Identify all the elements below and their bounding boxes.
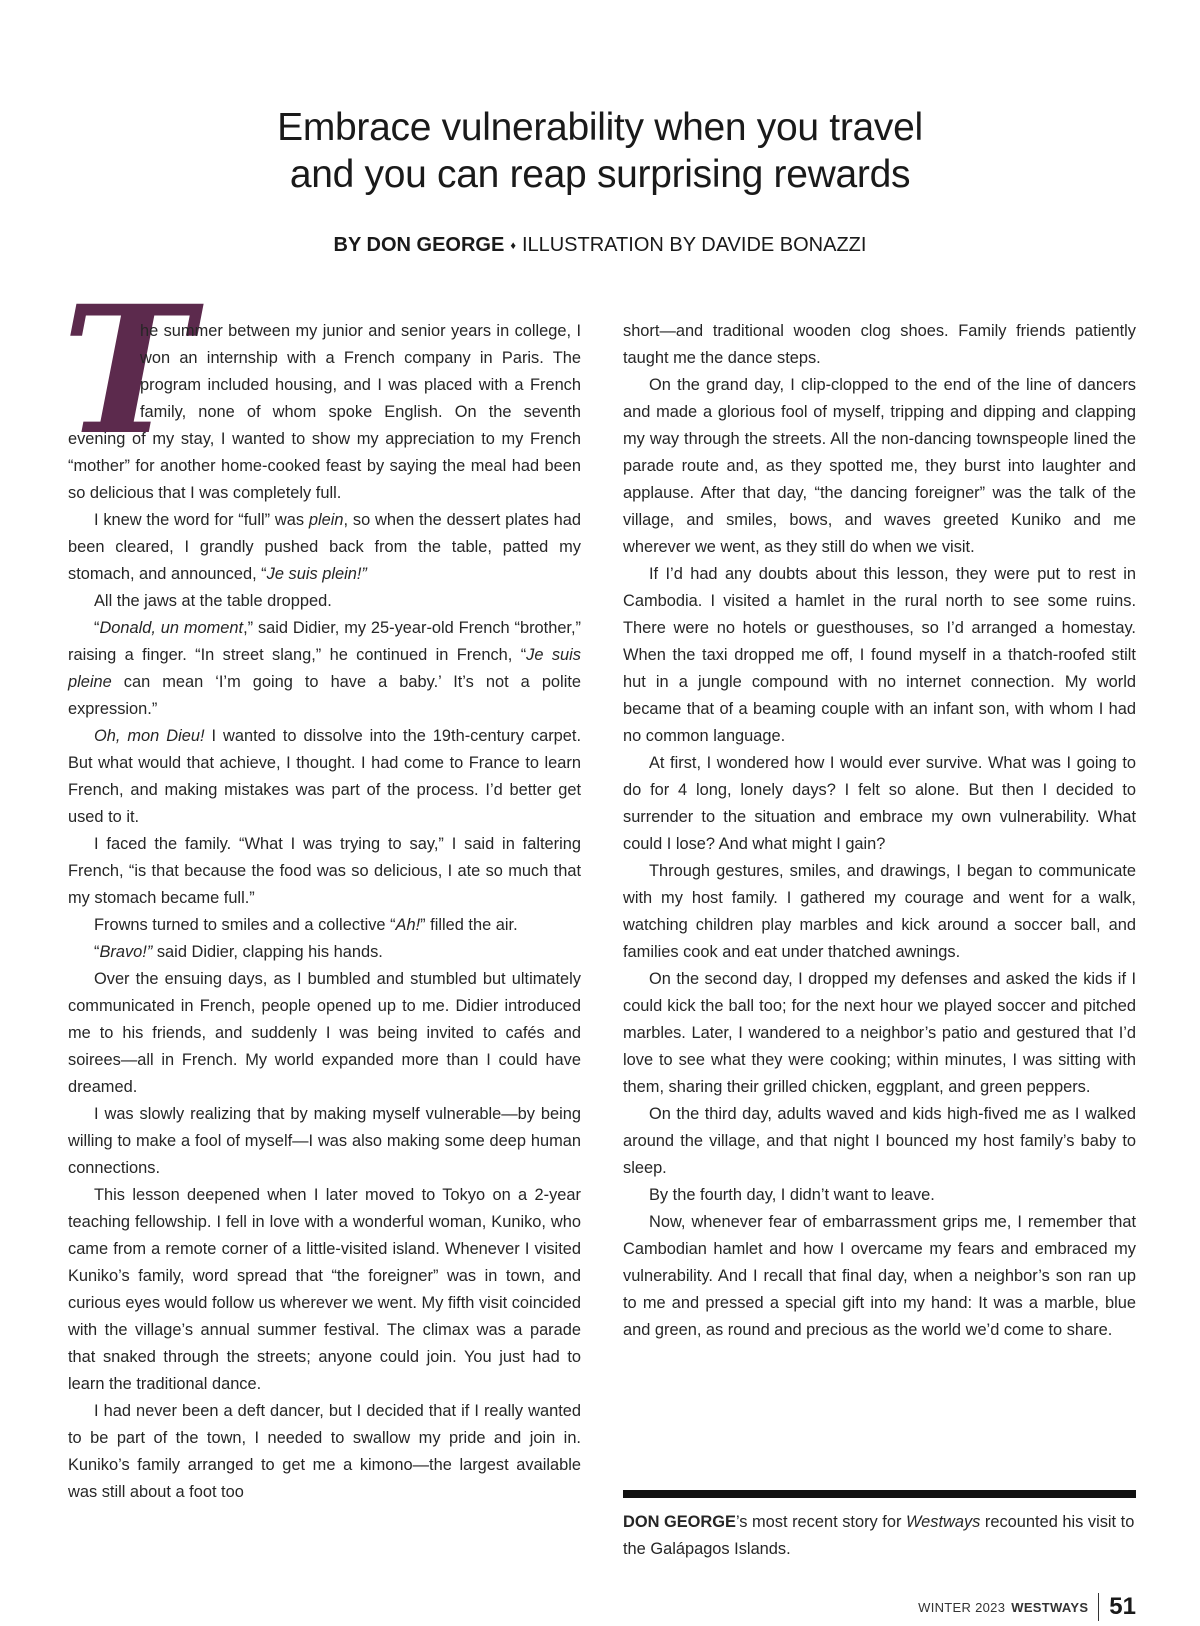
italic-text: Oh, mon Dieu!: [94, 727, 205, 745]
paragraph: [68, 588, 581, 615]
paragraph-text: can mean ‘I’m going to have a baby.’ It’s not a polite expression.”: [68, 673, 581, 718]
paragraph-text: If I’d had any doubts about this lesson, they were put to rest in Cambodia. I visited a hamlet in the rural north to see some ruins. There were no hotels or guesthouses, so I’d arranged a homestay. When the taxi dropped me off, I found myself in a thatch-roofed stilt hut in a jungle compound with no internet connection. My world became that of a beaming couple with an infant son, with whom I had no common language.: [623, 565, 1136, 745]
paragraph-text: I wanted to dissolve into the 19th-century carpet. But what would that achieve, I thought. I had come to France to learn French, and making mistakes was part of the process. I’d better get used to it.: [68, 727, 581, 826]
italic-text: Bravo!”: [99, 943, 153, 961]
paragraph-text: This lesson deepened when I later moved to Tokyo on a 2-year teaching fellowship. I fell in love with a wonderful woman, Kuniko, who came from a remote corner of a little-visited island. Whenever I visited Kuniko’s family, word spread that “the foreigner” was in town, and curious eyes would follow us wherever we went. My fifth visit coincided with the village’s annual summer festival. The climax was a parade that snaked through the streets; anyone could join. You just had to learn the traditional dance.: [68, 1186, 581, 1393]
paragraph-text: Frowns turned to smiles and a collective “: [94, 916, 396, 934]
italic-text: Je suis pleine: [68, 646, 581, 691]
paragraph: [623, 561, 1136, 750]
paragraph-text: , so when the dessert plates had been cleared, I grandly pushed back from the table, patted my stomach, and announced, “: [68, 511, 582, 583]
article-column-left: [62, 267, 582, 1506]
paragraph-text: Now, whenever fear of embarrassment grips me, I remember that Cambodian hamlet and how I overcame my fears and embraced my vulnerability. And I recall that final day, when a neighbor’s son ran up to me and pressed a special gift into my hand: It was a marble, blue and green, as round and precious as the world we’d come to share.: [623, 1213, 1136, 1339]
diamond-separator-icon: ♦: [510, 240, 516, 252]
paragraph: [62, 267, 581, 507]
paragraph: [68, 1182, 581, 1398]
paragraph: [623, 1209, 1136, 1344]
byline: [180, 232, 1020, 261]
bio-magazine-name: Westways: [905, 1513, 981, 1531]
paragraph-text: “: [94, 619, 100, 637]
paragraph: [623, 750, 1136, 858]
bio-text: ’s most recent story for: [735, 1513, 906, 1531]
paragraph: [68, 1398, 581, 1506]
paragraph-text: “: [94, 943, 100, 961]
headline-line-1: Embrace vulnerability when you travel: [277, 106, 923, 149]
paragraph: [68, 831, 581, 912]
paragraph: [68, 1101, 581, 1182]
paragraph: [623, 966, 1136, 1101]
page-footer: [918, 1592, 1136, 1622]
headline: [180, 104, 1020, 198]
paragraph-text: Through gestures, smiles, and drawings, I began to communicate with my host family. I gathered my courage and went for a walk, watching children play marbles and kick around a soccer ball, and families cook and eat under thatched awnings.: [623, 862, 1136, 961]
paragraph: [68, 615, 581, 723]
paragraph-text: ,” said Didier, my 25-year-old French “brother,” raising a finger. “In street slang,” he continued in French, “: [68, 619, 581, 664]
paragraph: [623, 372, 1136, 561]
paragraph: [623, 1101, 1136, 1182]
footer-magazine: WESTWAYS: [1011, 1599, 1089, 1615]
paragraph: [68, 939, 581, 966]
drop-cap: T: [62, 267, 193, 474]
paragraph-text: he summer between my junior and senior years in college, I won an internship with a French company in Paris. The program included housing, and I was placed with a French family, none of whom spoke English. On the seventh evening of my stay, I wanted to show my appreciation to my French “mother” for another home-cooked feast by saying the meal had been so delicious that I was completely full.: [68, 322, 581, 502]
paragraph-text: I had never been a deft dancer, but I decided that if I really wanted to be part of the town, I needed to swallow my pride and join in. Kuniko’s family arranged to get me a kimono—the largest available was still about a foot too: [68, 1402, 581, 1501]
bio-text: recounted his visit to the Galápagos Islands.: [623, 1513, 1135, 1558]
paragraph-text: Over the ensuing days, as I bumbled and stumbled but ultimately communicated in French, people opened up to me. Didier introduced me to his friends, and suddenly I was being invited to cafés and soirees—all in French. My world expanded more than I could have dreamed.: [68, 970, 581, 1096]
paragraph-text: ” filled the air.: [420, 916, 518, 934]
paragraph-text: I was slowly realizing that by making myself vulnerable—by being willing to make a fool of myself—I was also making some deep human connections.: [68, 1105, 581, 1177]
italic-text: Ah!: [395, 916, 421, 934]
paragraph: [68, 966, 581, 1101]
paragraph: [623, 1182, 1136, 1209]
paragraph: [68, 723, 581, 831]
paragraph: [68, 507, 581, 588]
paragraph-text: By the fourth day, I didn’t want to leave.: [649, 1186, 935, 1204]
paragraph-text: At first, I wondered how I would ever survive. What was I going to do for 4 long, lonely days? I felt so alone. But then I decided to surrender to the situation and embrace my own vulnerability. What could I lose? And what might I gain?: [623, 754, 1136, 853]
bio-author-name: DON GEORGE: [623, 1513, 736, 1531]
byline-illustrator: ILLUSTRATION BY DAVIDE BONAZZI: [521, 234, 867, 256]
paragraph-text: On the third day, adults waved and kids high-fived me as I walked around the village, and that night I bounced my host family’s baby to sleep.: [623, 1105, 1136, 1177]
paragraph-text: On the second day, I dropped my defenses and asked the kids if I could kick the ball too; for the next hour we played soccer and pitched marbles. Later, I wandered to a neighbor’s patio and gestured that I’d love to see what they were cooking; within minutes, I was sitting with them, sharing their grilled chicken, eggplant, and green peppers.: [623, 970, 1136, 1096]
paragraph-text: All the jaws at the table dropped.: [94, 592, 332, 610]
italic-text: Je suis plein!”: [266, 565, 367, 583]
paragraph: [623, 858, 1136, 966]
paragraph-text: said Didier, clapping his hands.: [152, 943, 383, 961]
paragraph-text: I faced the family. “What I was trying to say,” I said in faltering French, “is that because the food was so delicious, I ate so much that my stomach became full.”: [68, 835, 581, 907]
page-number: 51: [1109, 1593, 1136, 1620]
paragraph: [68, 912, 581, 939]
italic-text: plein: [308, 511, 344, 529]
footer-divider: [1098, 1593, 1099, 1621]
author-bio: [623, 1509, 1136, 1563]
italic-text: Donald, un moment: [99, 619, 244, 637]
byline-author: BY DON GEORGE: [333, 234, 505, 256]
bio-divider-rule: [623, 1490, 1136, 1498]
paragraph-text: short—and traditional wooden clog shoes. Family friends patiently taught me the dance steps.: [623, 322, 1136, 367]
paragraph: [623, 318, 1136, 372]
article-column-right: [623, 318, 1136, 1344]
footer-issue: WINTER 2023: [918, 1599, 1006, 1615]
headline-line-2: and you can reap surprising rewards: [289, 153, 911, 196]
paragraph-text: I knew the word for “full” was: [94, 511, 309, 529]
paragraph-text: On the grand day, I clip-clopped to the end of the line of dancers and made a glorious fool of myself, tripping and dipping and clapping my way through the streets. All the non-dancing townspeople lined the parade route and, as they spotted me, they burst into laughter and applause. After that day, “the dancing foreigner” was the talk of the village, and smiles, bows, and waves greeted Kuniko and me wherever we went, as they still do when we visit.: [623, 376, 1136, 556]
